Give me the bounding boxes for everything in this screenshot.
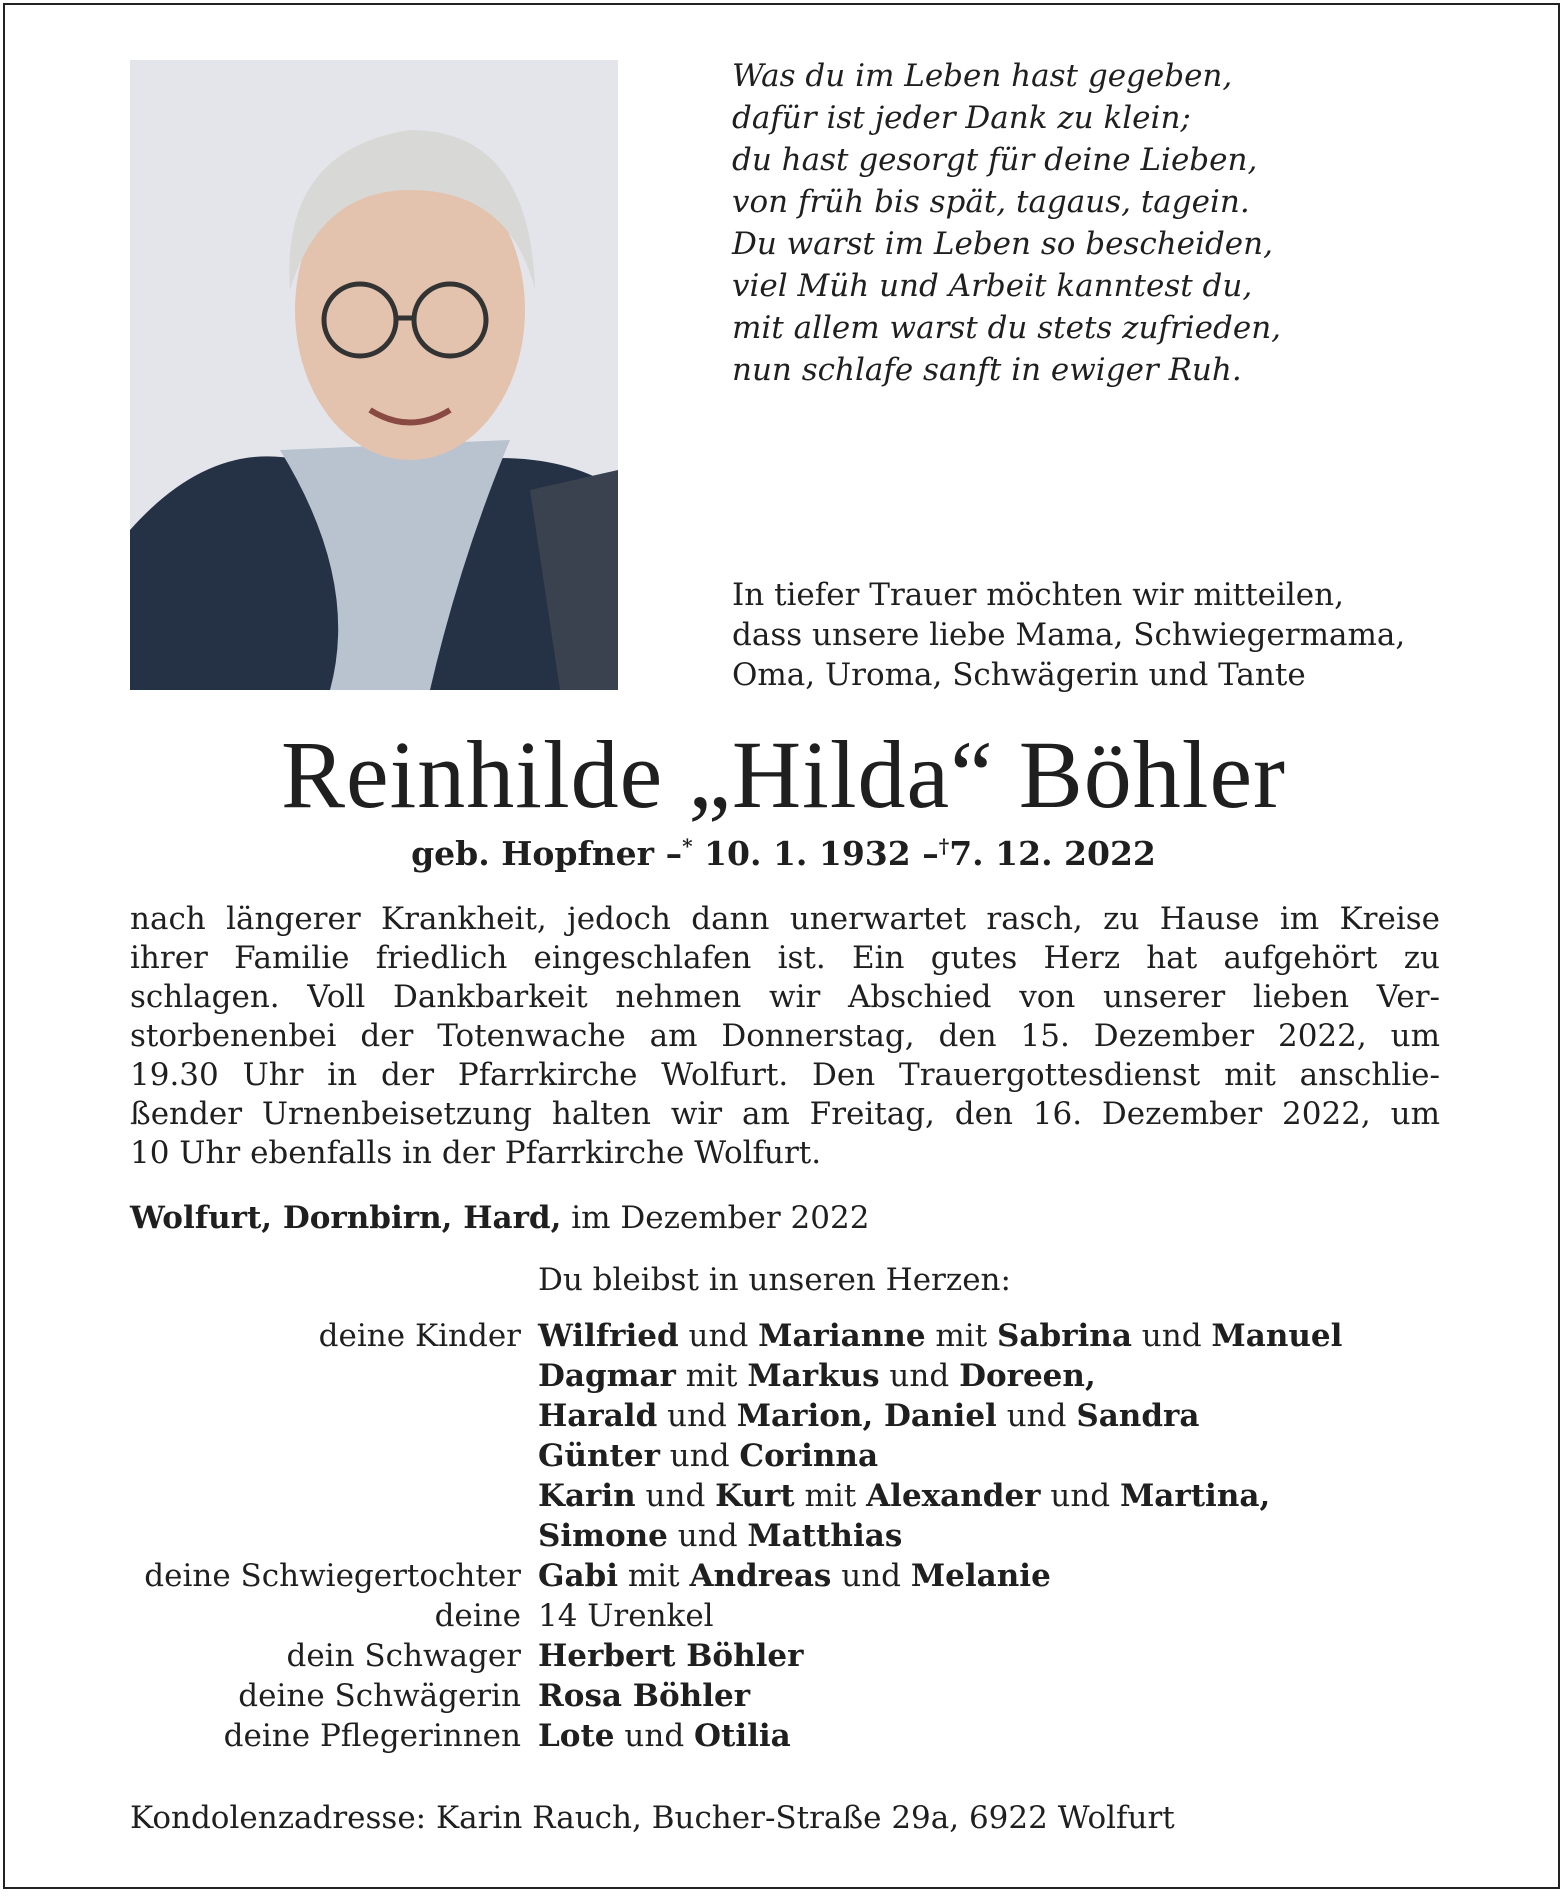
poem-line: mit allem warst du stets zufrieden, xyxy=(732,310,1282,346)
relation-label: deine xyxy=(434,1598,521,1634)
condolence-address: Kondolenzadresse: Karin Rauch, Bucher-Straße 29a, 6922 Wolfurt xyxy=(130,1800,1175,1836)
poem-line: viel Müh und Arbeit kanntest du, xyxy=(732,268,1253,304)
family-names: Gabi mit Andreas und Melanie xyxy=(538,1558,1051,1594)
towns: Wolfurt, Dornbirn, Hard, xyxy=(130,1200,562,1236)
family-names: Simone und Matthias xyxy=(538,1518,903,1554)
body-line: storbenenbei der Totenwache am Donnerstag, den 15. Dezember 2022, um xyxy=(130,1018,1440,1054)
family-row xyxy=(0,1436,1567,1476)
dash: – xyxy=(665,834,683,873)
family-row xyxy=(0,1356,1567,1396)
family-row xyxy=(0,1556,1567,1596)
relation-label: deine Schwiegertochter xyxy=(144,1558,521,1594)
poem xyxy=(732,55,1432,391)
family-names: Wilfried und Marianne mit Sabrina und Manuel xyxy=(538,1318,1343,1354)
family-row xyxy=(0,1396,1567,1436)
family-row xyxy=(0,1476,1567,1516)
birth-name: geb. Hopfner xyxy=(411,834,655,873)
family-names: Günter und Corinna xyxy=(538,1438,879,1474)
life-dates xyxy=(0,834,1567,873)
body-line: nach längerer Krankheit, jedoch dann unerwartet rasch, zu Hause im Kreise xyxy=(130,901,1440,937)
relation-label: deine Kinder xyxy=(318,1318,521,1354)
family-names: 14 Urenkel xyxy=(538,1598,714,1634)
poem-line: du hast gesorgt für deine Lieben, xyxy=(732,142,1258,178)
family-names: Herbert Böhler xyxy=(538,1638,804,1674)
body-line: 19.30 Uhr in der Pfarrkirche Wolfurt. Den Trauergottesdienst mit anschlie- xyxy=(130,1057,1440,1093)
place-date-line xyxy=(130,1200,869,1236)
family-row xyxy=(0,1636,1567,1676)
poem-line: Was du im Leben hast gegeben, xyxy=(732,58,1233,94)
family-row xyxy=(0,1516,1567,1556)
family-row xyxy=(0,1676,1567,1716)
cross-icon: † xyxy=(938,834,950,858)
birth-date: 10. 1. 1932 xyxy=(704,834,911,873)
poem-line: von früh bis spät, tagaus, tagein. xyxy=(732,184,1250,220)
poem-line: nun schlafe sanft in ewiger Ruh. xyxy=(732,352,1242,388)
birth-star-icon: * xyxy=(682,834,693,858)
poem-line: dafür ist jeder Dank zu klein; xyxy=(732,100,1191,136)
month-year: im Dezember 2022 xyxy=(571,1200,870,1236)
announcement-intro xyxy=(732,575,1406,695)
farewell-line: Du bleibst in unseren Herzen: xyxy=(538,1262,1011,1298)
dash: – xyxy=(922,834,939,873)
body-line: schlagen. Voll Dankbarkeit nehmen wir Abschied von unserer lieben Ver- xyxy=(130,979,1440,1015)
deceased-name: Reinhilde „Hilda“ Böhler xyxy=(280,721,1287,828)
family-names: Lote und Otilia xyxy=(538,1718,791,1754)
family-names: Dagmar mit Markus und Doreen, xyxy=(538,1358,1096,1394)
death-date: 7. 12. 2022 xyxy=(949,834,1156,873)
intro-line: In tiefer Trauer möchten wir mitteilen, xyxy=(732,577,1344,613)
family-row xyxy=(0,1716,1567,1756)
family-row xyxy=(0,1596,1567,1636)
family-row xyxy=(0,1316,1567,1356)
family-names: Rosa Böhler xyxy=(538,1678,751,1714)
intro-line: dass unsere liebe Mama, Schwiegermama, xyxy=(732,617,1406,653)
relation-label: dein Schwager xyxy=(286,1638,521,1674)
body-line: ihrer Familie friedlich eingeschlafen ist. Ein gutes Herz hat aufgehört zu xyxy=(130,940,1440,976)
family-names: Karin und Kurt mit Alexander und Martina, xyxy=(538,1478,1271,1514)
relation-label: deine Pflegerinnen xyxy=(223,1718,521,1754)
body-line: ßender Urnenbeisetzung halten wir am Freitag, den 16. Dezember 2022, um xyxy=(130,1096,1440,1132)
intro-line: Oma, Uroma, Schwägerin und Tante xyxy=(732,657,1306,693)
body-line: 10 Uhr ebenfalls in der Pfarrkirche Wolfurt. xyxy=(130,1135,822,1171)
family-names: Harald und Marion, Daniel und Sandra xyxy=(538,1398,1200,1434)
relation-label: deine Schwägerin xyxy=(238,1678,521,1714)
portrait-photo xyxy=(130,60,618,690)
announcement-body xyxy=(130,900,1440,1173)
poem-line: Du warst im Leben so bescheiden, xyxy=(732,226,1273,262)
